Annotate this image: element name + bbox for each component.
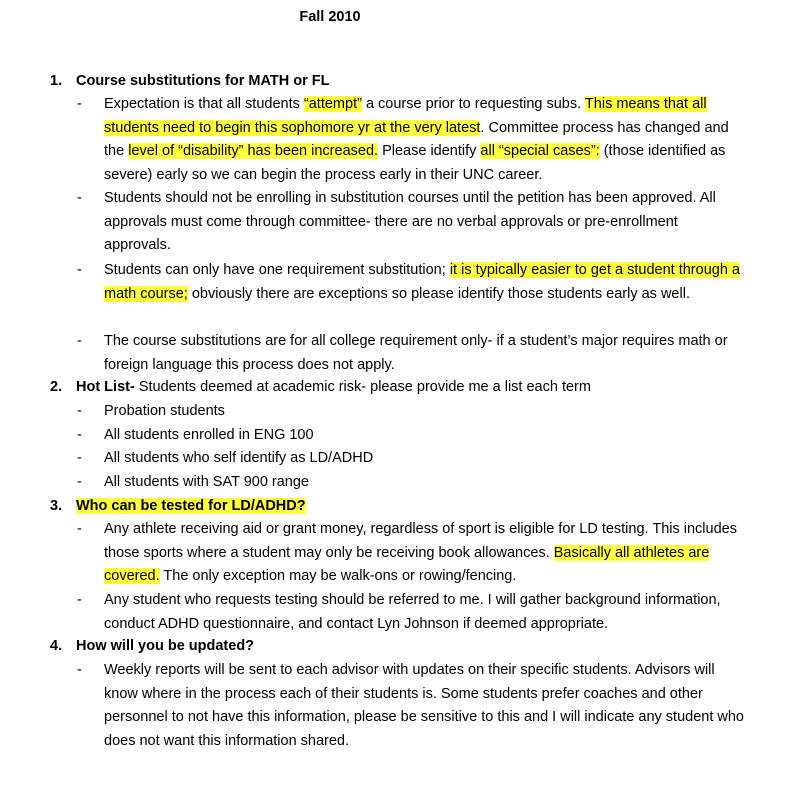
bullet-dash: - xyxy=(77,427,82,443)
text-run: Please identify xyxy=(378,143,481,159)
section-2-heading xyxy=(50,376,591,398)
section-title-rest: Students deemed at academic risk- please provide me a list each term xyxy=(134,379,591,395)
bullet-text: All students who self identify as LD/ADHD xyxy=(104,450,374,466)
highlighted-text: it is typically easier to get a student through a math course; xyxy=(104,262,740,302)
section-number: 1. xyxy=(50,73,63,89)
bullet-text: Students should not be enrolling in substitution courses until the petition has been approved. All approvals must come through committee- there are no verbal approvals or pre-enrollment approvals. xyxy=(104,190,716,253)
text-run: Expectation is that all students xyxy=(104,96,304,112)
bullet-dash: - xyxy=(77,592,82,608)
bullet-text: Weekly reports will be sent to each advisor with updates on their specific students. Advisors will know where in the process each of their students is. Some students prefer coaches and other personnel to not have this information, please be sensitive to this and I will indicate any student who does not want this information shared. xyxy=(104,662,744,749)
section-title: How will you be updated? xyxy=(76,638,255,654)
bullet-text: The course substitutions are for all college requirement only- if a student’s major requires math or foreign language this process does not apply. xyxy=(104,333,728,373)
bullet-text xyxy=(104,93,744,187)
highlighted-text: level of “disability” has been increased. xyxy=(128,143,379,159)
bullet-text xyxy=(104,259,744,306)
bullet-dash: - xyxy=(77,474,82,490)
bullet-dash: - xyxy=(77,450,82,466)
text-run: The only exception may be walk-ons or rowing/fencing. xyxy=(159,568,517,584)
highlighted-text: “attempt” xyxy=(303,96,362,112)
section-title: Who can be tested for LD/ADHD? xyxy=(76,498,306,514)
text-run: (those identified as severe) early so we can begin the process early in their UNC career. xyxy=(104,143,726,183)
section-3-heading xyxy=(50,495,306,517)
section-number: 3. xyxy=(50,498,63,514)
bullet-text: All students with SAT 900 range xyxy=(104,474,309,490)
section-1-heading xyxy=(50,70,329,92)
highlighted-text: This means that all students need to begin this sophomore yr at the very latest xyxy=(104,96,707,136)
text-run: Any athlete receiving aid or grant money, regardless of sport is eligible for LD testing. This includes those sports where a student may only be receiving book allowances. xyxy=(104,521,737,561)
bullet-text xyxy=(104,518,744,589)
bullet-text: All students enrolled in ENG 100 xyxy=(104,427,314,443)
section-title: Hot List- xyxy=(76,379,135,395)
bullet-text: Any student who requests testing should be referred to me. I will gather background information, conduct ADHD questionnaire, and contact Lyn Johnson if deemed appropriate. xyxy=(104,592,721,632)
bullet-text: Probation students xyxy=(104,403,225,419)
bullet-dash: - xyxy=(77,96,82,112)
section-number: 4. xyxy=(50,638,63,654)
highlighted-text: all “special cases”: xyxy=(480,143,600,159)
section-title: Course substitutions for MATH or FL xyxy=(76,73,330,89)
bullet-dash: - xyxy=(77,403,82,419)
section-number: 2. xyxy=(50,379,63,395)
bullet-dash: - xyxy=(77,333,82,349)
bullet-dash: - xyxy=(77,521,82,537)
section-4-heading xyxy=(50,635,254,657)
text-run: a course prior to requesting subs. xyxy=(361,96,585,112)
document-title: Fall 2010 xyxy=(299,9,361,25)
bullet-dash: - xyxy=(77,190,82,206)
text-run: obviously there are exceptions so please identify those students early as well. xyxy=(187,285,690,302)
bullet-dash: - xyxy=(77,662,82,678)
bullet-dash: - xyxy=(77,262,82,278)
highlighted-text: Basically all athletes are covered. xyxy=(104,544,710,584)
text-run: . Committee process has changed and the xyxy=(104,119,729,159)
text-run: Students can only have one requirement substitution; xyxy=(104,262,450,278)
